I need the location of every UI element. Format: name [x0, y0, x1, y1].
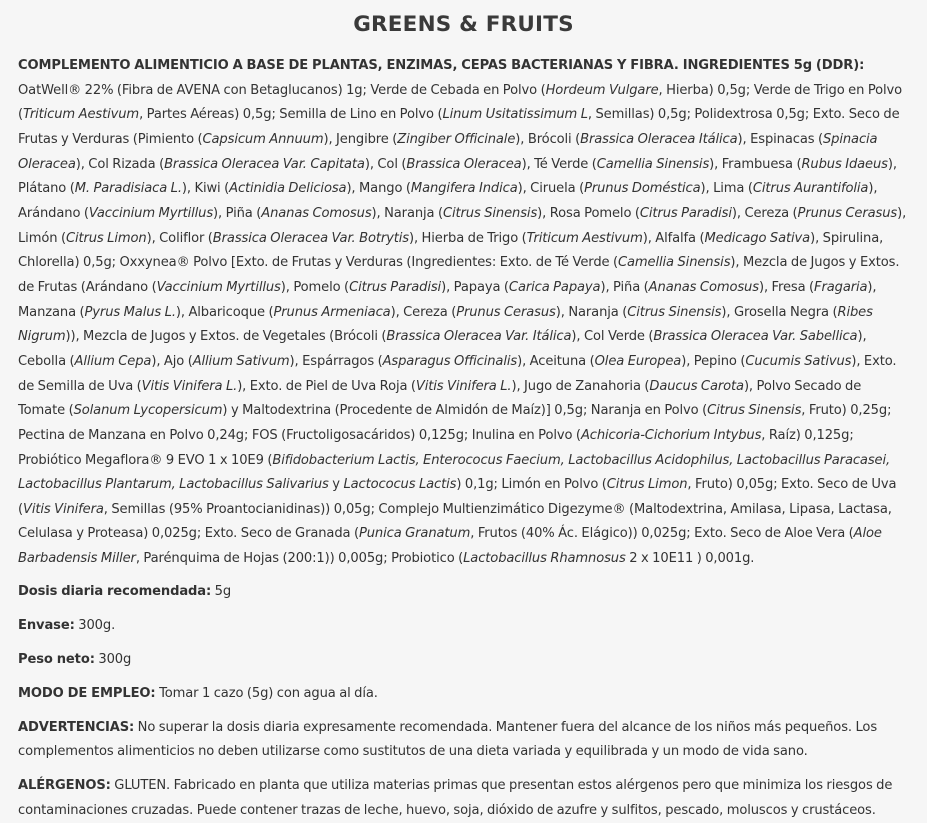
ingredient-text-segment: , Frutos (40% Ác. Elágico)) 0,025g; Exto. Seco de Aloe Vera ( — [470, 526, 854, 542]
ingredient-text-segment: ), Rosa Pomelo ( — [537, 205, 640, 221]
ingredient-latin-name: Lactococus Lactis — [343, 477, 457, 493]
ingredient-latin-name: Olea Europea — [594, 353, 682, 369]
ingredient-text-segment: ), Pomelo ( — [280, 279, 350, 295]
ingredient-text-segment: ), Coliflor ( — [146, 230, 213, 246]
ingredient-text-segment: ), Frambuesa ( — [709, 156, 802, 172]
ingredient-latin-name: Punica Granatum — [358, 526, 471, 542]
ingredient-text-segment: ), Ciruela ( — [517, 181, 585, 197]
allergens-label: ALÉRGENOS: — [18, 778, 111, 794]
ingredient-text-segment: ), Plátano ( — [18, 156, 897, 197]
package-field — [18, 614, 909, 639]
ingredient-text-segment: ), Kiwi ( — [181, 181, 230, 197]
ingredient-text-segment: ), Grosella Negra ( — [721, 304, 838, 320]
ingredients-paragraph — [18, 54, 909, 572]
ingredient-latin-name: Brassica Oleracea Itálica — [580, 131, 738, 147]
package-value: 300g. — [74, 617, 116, 633]
ingredient-text-segment: OatWell® 22% (Fibra de AVENA con Betaglucanos) 1g; Verde de Cebada en Polvo ( — [18, 82, 546, 98]
ingredient-latin-name: Fragaria — [814, 279, 868, 295]
ingredient-latin-name: Asparagus Officinalis — [382, 353, 518, 369]
ingredient-text-segment: ), Cebolla ( — [18, 329, 867, 369]
ingredient-text-segment: ), Fresa ( — [758, 279, 815, 295]
ingredient-latin-name: Allium Cepa — [74, 353, 152, 369]
ingredient-text-segment: ) y Maltodextrina (Procedente de Almidón de Maíz)] 0,5g; Naranja en Polvo ( — [222, 403, 708, 419]
ingredient-text-segment: ), Hierba de Trigo ( — [408, 230, 527, 246]
ingredient-text-segment: ), Mango ( — [346, 181, 411, 197]
ingredient-latin-name: Ribes Nigrum — [18, 304, 873, 345]
ingredient-latin-name: Vitis Vinifera — [23, 501, 104, 517]
ingredient-latin-name: Achicoria-Cichorium Intybus — [580, 427, 762, 443]
ingredient-latin-name: Brassica Oleracea Var. Itálica — [386, 329, 572, 345]
ingredient-text-segment: ), Exto. de Semilla de Uva ( — [18, 353, 897, 394]
daily-dose-label: Dosis diaria recomendada: — [18, 583, 212, 599]
ingredient-latin-name: Spinacia Oleracea — [18, 131, 878, 172]
ingredient-text-segment: ), Piña ( — [600, 279, 649, 295]
ingredient-text-segment: , Semillas) 0,5g; Polidextrosa 0,5g; Exto. Seco de Frutas y Verduras (Pimiento ( — [18, 107, 900, 147]
net-weight-field — [18, 648, 909, 673]
ingredient-latin-name: Citrus Paradisi — [349, 279, 442, 295]
usage-value: Tomar 1 cazo (5g) con agua al día. — [155, 685, 378, 701]
ingredient-latin-name: Zingiber Officinale — [397, 131, 516, 147]
net-weight-label: Peso neto: — [18, 651, 95, 667]
usage-label: MODO DE EMPLEO: — [18, 685, 156, 701]
ingredient-text-segment: ), Exto. de Piel de Uva Roja ( — [237, 378, 416, 394]
ingredient-text-segment: ), Aceituna ( — [517, 353, 595, 369]
ingredient-latin-name: Prunus Doméstica — [584, 181, 701, 197]
ingredient-latin-name: Vitis Vinifera L. — [415, 378, 512, 394]
ingredient-text-segment: ), Té Verde ( — [521, 156, 597, 172]
daily-dose-value: 5g — [211, 583, 232, 599]
ingredient-text-segment: ), Col ( — [364, 156, 407, 172]
ingredient-latin-name: Aloe Barbadensis Miller — [18, 526, 882, 567]
ingredient-latin-name: Brassica Oleracea Var. Capitata — [164, 156, 365, 172]
ingredient-text-segment: ), Naranja ( — [555, 304, 628, 320]
daily-dose-field — [18, 580, 909, 605]
ingredient-text-segment: ), Espinacas ( — [737, 131, 823, 147]
ingredients-text — [18, 83, 906, 566]
usage-field — [18, 682, 909, 707]
ingredient-latin-name: Lactobacillus Rhamnosus — [463, 551, 626, 567]
ingredient-latin-name: Allium Sativum — [192, 353, 290, 369]
ingredient-latin-name: Hordeum Vulgare — [545, 82, 659, 98]
ingredient-text-segment: ), Piña ( — [213, 205, 262, 221]
ingredient-latin-name: Triticum Aestivum — [526, 230, 643, 246]
ingredient-latin-name: Citrus Sinensis — [442, 205, 538, 221]
ingredient-latin-name: Cucumis Sativus — [745, 353, 852, 369]
ingredient-latin-name: Carica Papaya — [508, 279, 601, 295]
allergens-field — [18, 774, 909, 823]
ingredient-latin-name: Prunus Cerasus — [456, 304, 556, 320]
ingredient-latin-name: Citrus Sinensis — [627, 304, 722, 320]
ingredient-latin-name: Ananas Comosus — [648, 279, 759, 295]
ingredient-latin-name: Vaccinium Myrtillus — [156, 279, 281, 295]
ingredient-latin-name: Medicago Sativa — [704, 230, 811, 246]
net-weight-value: 300g — [94, 651, 132, 667]
ingredient-text-segment: ), Albaricoque ( — [175, 304, 274, 320]
ingredient-latin-name: Citrus Limon — [65, 230, 147, 246]
ingredient-text-segment: ), Polvo Secado de Tomate ( — [18, 378, 862, 419]
ingredient-latin-name: Mangifera Indica — [410, 181, 518, 197]
ingredient-text-segment: , Semillas (95% Proantocianidinas)) 0,05g; Complejo Multienzimático Digezyme® (Maltodextrina, Amilasa, Lipasa, Lactasa, Celulasa y Proteasa) 0,025g; Exto. Seco de Granada ( — [18, 501, 892, 542]
ingredient-text-segment: y — [328, 477, 344, 493]
ingredient-text-segment: ), Limón ( — [18, 205, 907, 246]
warnings-label: ADVERTENCIAS: — [18, 719, 135, 735]
ingredient-latin-name: M. Paradisiaca L. — [74, 181, 182, 197]
ingredient-text-segment: , Parénquima de Hojas (200:1)) 0,005g; Probiotico ( — [135, 551, 464, 567]
ingredients-heading: COMPLEMENTO ALIMENTICIO A BASE DE PLANTAS, ENZIMAS, CEPAS BACTERIANAS Y FIBRA. INGREDIENTES 5g (DDR): — [18, 58, 865, 73]
ingredient-latin-name: Camellia Sinensis — [617, 255, 731, 271]
ingredient-latin-name: Capsicum Annuum — [202, 131, 324, 147]
ingredient-latin-name: Daucus Carota — [649, 378, 744, 394]
ingredient-latin-name: Rubus Idaeus — [801, 156, 888, 172]
ingredient-text-segment: ), Arándano ( — [18, 181, 878, 221]
package-label: Envase: — [18, 617, 75, 633]
allergens-value: GLUTEN. Fabricado en planta que utiliza materias primas que presentan estos alérgenos pero que minimiza los riesgos de contaminaciones cruzadas. Puede contener trazas de leche, huevo, soja, dióxido de azufre y sulfitos, pescado, moluscos y crustáceos. — [18, 778, 893, 818]
ingredient-text-segment: )), Mezcla de Jugos y Extos. de Vegetales (Brócoli ( — [65, 329, 387, 345]
ingredient-text-segment: ), Col Verde ( — [571, 329, 654, 345]
ingredient-latin-name: Prunus Armeniaca — [273, 304, 391, 320]
ingredient-text-segment: , Raíz) 0,125g; Probiótico Megaflora® 9 EVO 1 x 10E9 ( — [18, 427, 854, 468]
ingredient-text-segment: , Fruto) 0,25g; Pectina de Manzana en Polvo 0,24g; FOS (Fructoligosacáridos) 0,125g; Inulina en Polvo ( — [18, 403, 892, 443]
ingredient-text-segment: , Partes Aéreas) 0,5g; Semilla de Lino en Polvo ( — [139, 107, 443, 123]
ingredient-latin-name: Bifidobacterium Lactis, Enterococus Faecium, Lactobacillus Acidophilus, Lactobacillus Paracasei, Lactobacillus Plantarum, Lactobacillus Salivarius — [18, 452, 891, 493]
ingredient-text-segment: ), Alfalfa ( — [642, 230, 705, 246]
warnings-value: No superar la dosis diaria expresamente recomendada. Mantener fuera del alcance de los niños más pequeños. Los complementos alimenticios no deben utilizarse como sustitutos de una dieta variada y equilibrada y un modo de vida sano. — [18, 719, 878, 760]
ingredient-latin-name: Citrus Paradisi — [639, 205, 732, 221]
ingredient-text-segment: ), Mezcla de Jugos y Extos. de Frutas (Arándano ( — [18, 255, 900, 295]
ingredient-text-segment: ), Lima ( — [700, 181, 753, 197]
ingredient-text-segment: , Fruto) 0,05g; Exto. Seco de Uva ( — [18, 477, 897, 517]
ingredient-text-segment: 2 x 10E11 ) 0,001g. — [625, 551, 755, 567]
ingredient-text-segment: ), Brócoli ( — [515, 131, 581, 147]
ingredient-latin-name: Solanum Lycopersicum — [73, 403, 223, 419]
ingredient-latin-name: Citrus Aurantifolia — [752, 181, 869, 197]
ingredient-latin-name: Actinidia Deliciosa — [229, 181, 347, 197]
product-title: GREENS & FRUITS — [353, 12, 574, 37]
ingredient-latin-name: Citrus Sinensis — [707, 403, 802, 419]
ingredient-text-segment: ), Jengibre ( — [323, 131, 398, 147]
ingredient-text-segment: ), Naranja ( — [371, 205, 443, 221]
ingredient-latin-name: Brassica Oleracea — [406, 156, 522, 172]
ingredient-latin-name: Vaccinium Myrtillus — [88, 205, 214, 221]
ingredient-latin-name: Vitis Vinifera L. — [141, 378, 238, 394]
ingredient-latin-name: Ananas Comosus — [261, 205, 372, 221]
ingredient-latin-name: Triticum Aestivum — [23, 107, 140, 123]
ingredient-latin-name: Prunus Cerasus — [797, 205, 898, 221]
ingredient-latin-name: Citrus Limon — [606, 477, 688, 493]
ingredient-text-segment: , Hierba) 0,5g; Verde de Trigo en Polvo ( — [18, 82, 903, 123]
ingredient-text-segment: ), Manzana ( — [18, 279, 877, 320]
ingredient-text-segment: ), Ajo ( — [151, 353, 193, 369]
ingredient-text-segment: ) 0,1g; Limón en Polvo ( — [456, 477, 607, 493]
ingredient-text-segment: ), Pepino ( — [681, 353, 746, 369]
ingredient-text-segment: ), Espárragos ( — [289, 353, 383, 369]
ingredient-text-segment: ), Cereza ( — [390, 304, 457, 320]
ingredient-text-segment: ), Cereza ( — [731, 205, 798, 221]
ingredient-text-segment: ), Col Rizada ( — [75, 156, 165, 172]
ingredient-latin-name: Pyrus Malus L. — [84, 304, 176, 320]
ingredient-latin-name: Brassica Oleracea Var. Botrytis — [212, 230, 409, 246]
ingredient-text-segment: ), Papaya ( — [441, 279, 509, 295]
ingredient-text-segment: ), Spirulina, Chlorella) 0,5g; Oxxynea® Polvo [Exto. de Frutas y Verduras (Ingredientes: Exto. de Té Verde ( — [18, 230, 884, 271]
ingredient-latin-name: Brassica Oleracea Var. Sabellica — [653, 329, 858, 345]
warnings-field — [18, 716, 909, 765]
ingredient-latin-name: Camellia Sinensis — [596, 156, 710, 172]
ingredient-latin-name: Linum Usitatissimum L — [442, 107, 588, 123]
ingredient-text-segment: ), Jugo de Zanahoria ( — [511, 378, 650, 394]
